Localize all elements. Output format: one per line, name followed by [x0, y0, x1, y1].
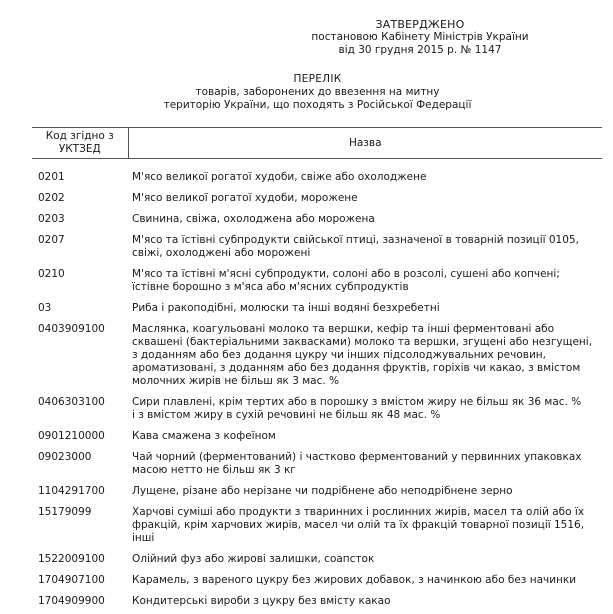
- list-heading: [150, 73, 485, 112]
- goods-name-cell: [128, 477, 602, 498]
- goods-name-line: Олійний фуз або жирові залишки, соапсток: [132, 553, 375, 565]
- hs-code-cell: 0203: [38, 213, 65, 225]
- hs-code-cell: 0403909100: [38, 323, 105, 335]
- goods-name-cell: [128, 184, 602, 205]
- hs-code-cell: 15179099: [38, 506, 92, 518]
- hs-code-cell: 1522009100: [38, 553, 105, 565]
- goods-name-line: М'ясо та їстівні субпродукти свійської птиці, зазначеної в товарній позиції 0105,: [132, 234, 579, 246]
- table-row: [32, 477, 602, 498]
- goods-name-line: М'ясо великої рогатої худоби, свіже або охолоджене: [132, 171, 427, 183]
- goods-name-line: інші: [132, 532, 155, 544]
- goods-name-line: молочних жирів не більш як 3 мас. %: [132, 375, 340, 387]
- goods-name-cell: [128, 388, 602, 422]
- goods-table: [32, 127, 602, 608]
- code-column-header: [32, 128, 128, 159]
- goods-name-cell: [128, 294, 602, 315]
- table-row: [32, 184, 602, 205]
- table-row: [32, 587, 602, 608]
- code-header-line-2: УКТЗЕД: [58, 143, 101, 155]
- goods-name-line: сквашені (бактеріальними заквасками) молоко та вершки, згущені або незгущені,: [132, 336, 593, 348]
- goods-name-line: фракцій, крім харчових жирів, масел чи олій та їх фракцій товарної позиції 1516,: [132, 519, 585, 531]
- table-row: [32, 315, 602, 388]
- goods-name-line: Риба і ракоподібні, молюски та інші водяні безхребетні: [132, 302, 440, 314]
- goods-name-cell: [128, 205, 602, 226]
- table-row: [32, 498, 602, 545]
- table-row: [32, 294, 602, 315]
- goods-name-line: ароматизовані, з доданням або без додання фруктів, горіхів чи какао, з вмістом: [132, 362, 581, 374]
- list-title: ПЕРЕЛІК: [293, 73, 342, 85]
- table-row: [32, 226, 602, 260]
- goods-name-line: Лущене, різане або нерізане чи подрібнене або неподрібнене зерно: [132, 485, 513, 497]
- hs-code-cell: 0207: [38, 234, 65, 246]
- goods-name-line: Харчові суміші або продукти з тваринних і рослинних жирів, масел та олій або їх: [132, 506, 585, 518]
- goods-name-line: Сири плавлені, крім тертих або в порошку з вмістом жиру не більш як 36 мас. %: [132, 396, 582, 408]
- goods-name-line: Кондитерські вироби з цукру без вмісту какао: [132, 595, 391, 607]
- list-subtitle-line-1: товарів, заборонених до ввезення на митну: [195, 86, 440, 98]
- hs-code-cell: 09023000: [38, 451, 92, 463]
- goods-name-line: Кава смажена з кофеїном: [132, 430, 276, 442]
- goods-name-cell: [128, 315, 602, 388]
- table-row: [32, 566, 602, 587]
- goods-name-cell: [128, 443, 602, 477]
- hs-code-cell: 1704909900: [38, 595, 105, 607]
- hs-code-cell: 1704907100: [38, 574, 105, 586]
- approved-by-line: постановою Кабінету Міністрів України: [311, 31, 529, 43]
- goods-name-line: з доданням або без додання цукру чи інших підсолоджувальних речовин,: [132, 349, 546, 361]
- goods-name-line: свіжі, охолоджені або морожені: [132, 247, 311, 259]
- goods-name-line: їстівне борошно з м'яса або м'ясних субпродуктів: [132, 281, 409, 293]
- goods-name-cell: [128, 545, 602, 566]
- table-row: [32, 159, 602, 185]
- goods-name-cell: [128, 260, 602, 294]
- hs-code-cell: 0202: [38, 192, 65, 204]
- goods-name-line: Карамель, з вареного цукру без жирових добавок, з начинкою або без начинки: [132, 574, 577, 586]
- hs-code-cell: 0201: [38, 171, 65, 183]
- goods-name-cell: [128, 226, 602, 260]
- goods-name-cell: [128, 498, 602, 545]
- goods-name-line: Чай чорний (ферментований) і частково ферментований у первинних упаковках: [132, 451, 582, 463]
- table-row: [32, 443, 602, 477]
- hs-code-cell: 03: [38, 302, 52, 314]
- goods-name-line: масою нетто не більш як 3 кг: [132, 464, 296, 476]
- table-row: [32, 422, 602, 443]
- table-row: [32, 260, 602, 294]
- code-header-line-1: Код згідно з: [45, 130, 114, 142]
- name-column-header: Назва: [128, 128, 602, 159]
- table-row: [32, 545, 602, 566]
- goods-name-line: Маслянка, коагульовані молоко та вершки, кефір та інші ферментовані або: [132, 323, 555, 335]
- goods-name-line: Свинина, свіжа, охолоджена або морожена: [132, 213, 375, 225]
- hs-code-cell: 0406303100: [38, 396, 105, 408]
- approval-date-line: від 30 грудня 2015 р. № 1147: [338, 44, 502, 56]
- goods-name-cell: [128, 422, 602, 443]
- goods-name-line: і з вмістом жиру в сухій речовині не більш як 48 мас. %: [132, 409, 441, 421]
- goods-name-line: М'ясо великої рогатої худоби, морожене: [132, 192, 358, 204]
- goods-name-cell: [128, 566, 602, 587]
- hs-code-cell: 0901210000: [38, 430, 105, 442]
- approval-block: [300, 18, 540, 57]
- table-row: [32, 388, 602, 422]
- hs-code-cell: 0210: [38, 268, 65, 280]
- table-row: [32, 205, 602, 226]
- goods-name-cell: [128, 159, 602, 185]
- hs-code-cell: 1104291700: [38, 485, 105, 497]
- goods-name-cell: [128, 587, 602, 608]
- table-header-row: [32, 128, 602, 159]
- list-subtitle-line-2: територію України, що походять з Російської Федерації: [163, 99, 472, 111]
- goods-name-line: М'ясо та їстівні м'ясні субпродукти, солоні або в розсолі, сушені або копчені;: [132, 268, 560, 280]
- approved-label: ЗАТВЕРДЖЕНО: [375, 18, 465, 31]
